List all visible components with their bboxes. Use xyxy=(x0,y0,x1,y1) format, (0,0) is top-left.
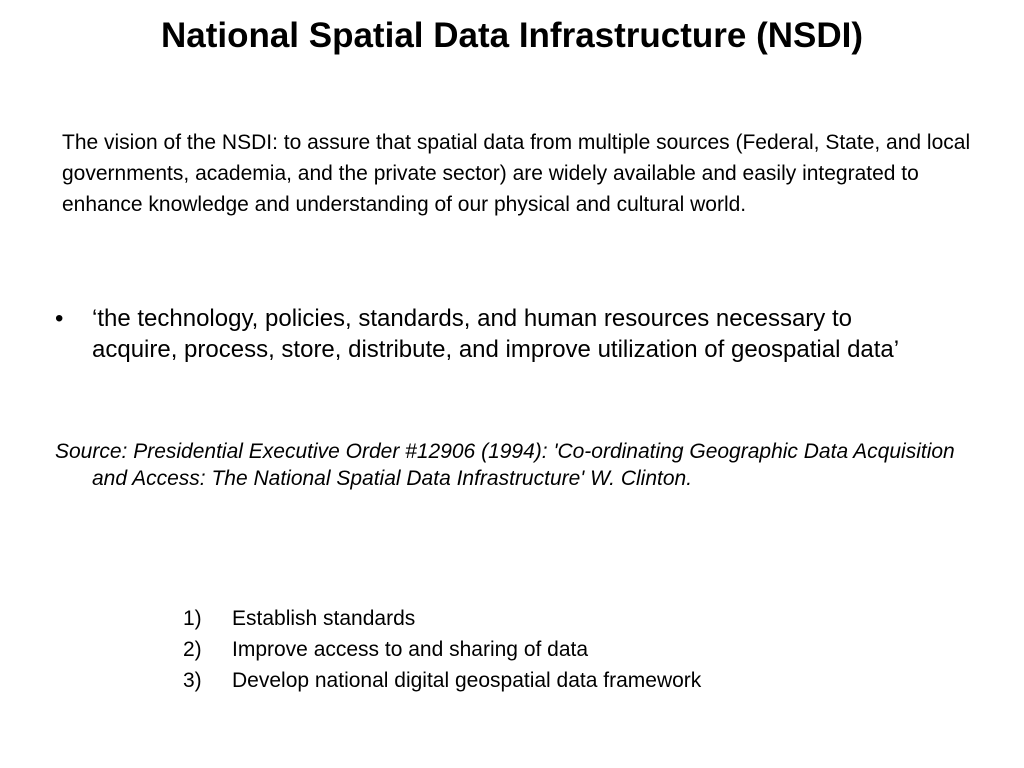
goal-item xyxy=(183,603,943,634)
goal-text: Develop national digital geospatial data framework xyxy=(232,669,702,692)
bullet-list xyxy=(55,303,935,365)
bullet-icon: • xyxy=(55,305,64,332)
goal-number: 3) xyxy=(183,669,202,692)
bullet-item xyxy=(55,303,935,365)
slide-title: National Spatial Data Infrastructure (NSDI) xyxy=(160,16,864,55)
goal-number: 1) xyxy=(183,607,202,630)
bullet-text: ‘the technology, policies, standards, and human resources necessary to acquire, process, store, distribute, and improve utilization of geospatial data’ xyxy=(92,305,900,363)
vision-statement: The vision of the NSDI: to assure that spatial data from multiple sources (Federal, State, and local governments, academia, and the private sector) are widely available and easily integrated to enhance knowledge and understanding of our physical and cultural world. xyxy=(62,131,971,216)
goal-number: 2) xyxy=(183,638,202,661)
goal-text: Improve access to and sharing of data xyxy=(232,638,589,661)
goal-text: Establish standards xyxy=(232,607,416,630)
source-citation: Source: Presidential Executive Order #12906 (1994): 'Co-ordinating Geographic Data Acquisition and Access: The National Spatial Data Infrastructure' W. Clinton. xyxy=(55,440,955,490)
goals-list xyxy=(183,603,943,696)
goal-item xyxy=(183,634,943,665)
goal-item xyxy=(183,665,943,696)
